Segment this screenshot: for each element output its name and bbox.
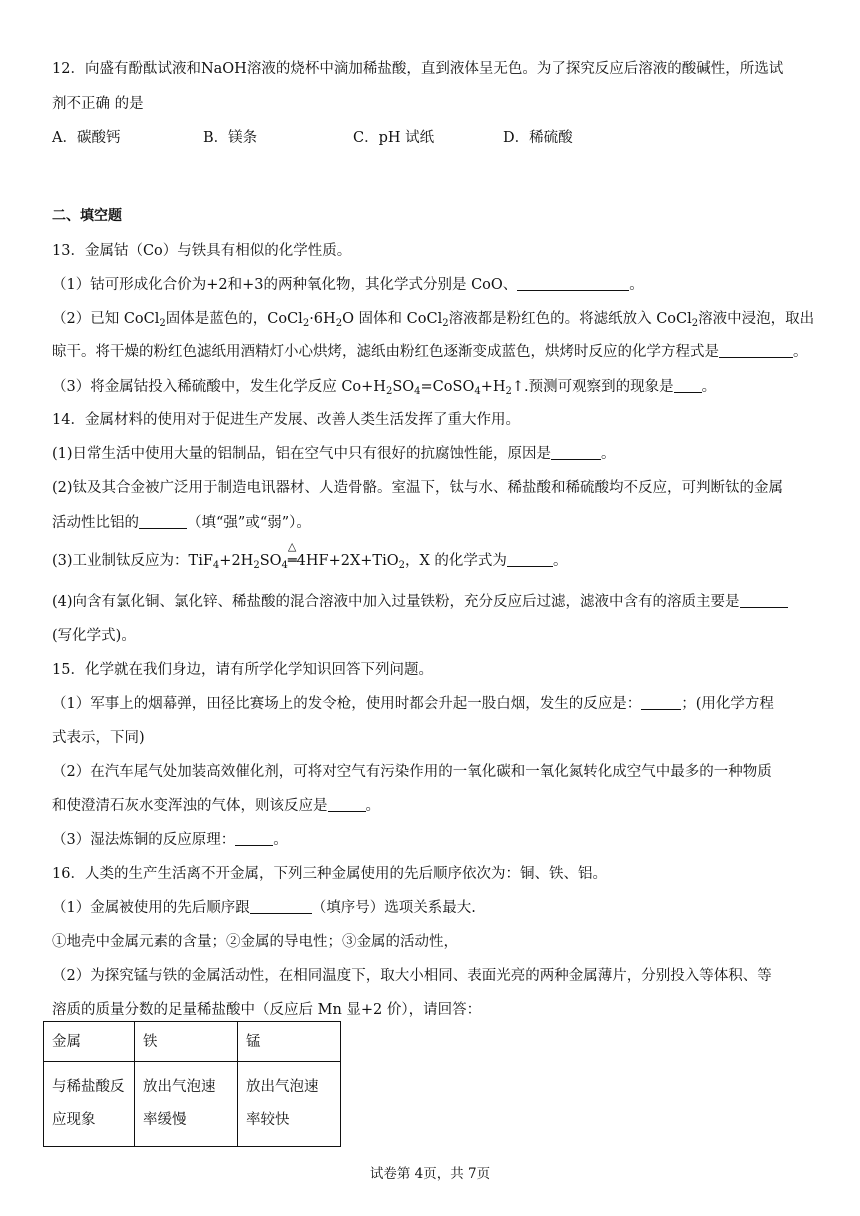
q14-part2-text: 活动性比铝的 [52,515,139,531]
q13-part3-text: SO [392,379,415,395]
q13-part1 [52,275,644,295]
q16-part1-text: （填序号）选项关系最大. [311,900,476,916]
q13-part2-text: 固体是蓝色的，CoCl [165,311,303,327]
q15-part3-end: 。 [273,832,288,848]
q13-part2-blank[interactable] [719,343,793,358]
table-header-cell: 锰 [238,1022,341,1062]
heat-triangle-icon: △ [287,540,297,553]
q14-part2-line2 [52,513,311,533]
q13-part2-line1: （2）已知 CoCl$_2$固体是蓝色的，$CoCl_2\cdot 6H_2O$ 固体和 CoCl$_2$溶液都是粉红色的。将滤纸放入 CoCl$_2$溶液中浸泡，取出 [52,311,815,329]
q13-part1-text: （1）钴可形成化合价为+2和+3的两种氧化物，其化学式分别是 CoO、 [52,277,518,293]
q13-stem: 13．金属钴（Co）与铁具有相似的化学性质。 [52,243,352,259]
q16-part1 [52,898,476,918]
q14-part1-blank[interactable] [551,445,601,460]
q13-part2-text: 溶液中浸泡，取出 [698,311,815,327]
q14-part3-text: 4HF+2X+TiO [296,553,399,569]
q13-part3-text: +H [480,379,506,395]
q12-option-b: B．镁条 [203,130,258,146]
table-cell: 放出气泡速率较快 [238,1062,341,1147]
q13-part3-text: ↑.预测可观察到的现象是 [511,379,674,395]
metal-reaction-table [43,1021,341,1147]
table-header-cell: 铁 [135,1022,238,1062]
q14-part4-text: (4)向含有氯化铜、氯化锌、稀盐酸的混合溶液中加入过量铁粉，充分反应后过滤，滤液中含有的溶质主要是 [52,594,740,610]
q15-part2-end: 。 [365,798,380,814]
q13-part3-text: （3）将金属钴投入稀硫酸中，发生化学反应 Co+H [52,379,386,395]
q15-part1-text: ；(用化学方程 [681,696,774,712]
q14-part3-text: SO [259,553,282,569]
q15-part2-line2 [52,796,380,816]
q15-part2-blank[interactable] [328,797,366,812]
q12-option-a: A．碳酸钙 [52,130,121,146]
q13-part2-text: ·6H [309,311,336,327]
q15-part1-text: （1）军事上的烟幕弹，田径比赛场上的发令枪，使用时都会升起一股白烟，发生的反应是： [52,696,642,712]
q15-part1-line1 [52,694,774,714]
q14-part2-blank[interactable] [139,514,187,529]
table-row [44,1062,341,1147]
q14-part3-blank[interactable] [507,552,553,567]
q16-part2-line2: 溶质的质量分数的足量稀盐酸中（反应后 Mn 显+2 价），请回答： [52,1002,482,1018]
q13-part2-text: 溶液都是粉红色的。将滤纸放入 CoCl [448,311,692,327]
table-cell: 与稀盐酸反应现象 [44,1062,135,1147]
q13-part2-text: 晾干。将干燥的粉红色滤纸用酒精灯小心烘烤，滤纸由粉红色逐渐变成蓝色，烘烤时反应的化学方程式是 [52,344,719,360]
q14-part4-blank[interactable] [740,593,788,608]
q15-part2-line1: （2）在汽车尾气处加装高效催化剂，可将对空气有污染作用的一氧化碳和一氧化氮转化成空气中最多的一种物质 [52,764,772,780]
q15-part3 [52,830,288,850]
q13-part2-text: （2）已知 CoCl [52,311,160,327]
q14-part1-end: 。 [601,446,616,462]
q14-part3: (3)工业制钛反应为：$TiF_4+2H_2SO_4$ △ ═4HF+2X+TiO$_2$，X 的化学式为 。 [52,551,567,571]
q14-part3-text: (3)工业制钛反应为：TiF [52,553,213,569]
q13-part2-text: O 固体和 CoCl [342,311,443,327]
q15-part3-blank[interactable] [235,831,273,846]
q16-part1-text: （1）金属被使用的先后顺序跟 [52,900,250,916]
q14-part3-end: 。 [552,553,568,569]
table-cell: 放出气泡速率缓慢 [135,1062,238,1147]
q16-part1-blank[interactable] [250,899,312,914]
q14-part1-text: (1)日常生活中使用大量的铝制品，铝在空气中只有很好的抗腐蚀性能，原因是 [52,446,552,462]
q12-option-d: D．稀硫酸 [503,130,573,146]
q13-part2-line2 [52,342,808,362]
table-header-row [44,1022,341,1062]
q14-part4-line1 [52,592,788,612]
q14-part1 [52,444,616,464]
page-footer: 试卷第 4页，共 7页 [369,1166,491,1182]
q16-part1-choices: ①地壳中金属元素的含量；②金属的导电性；③金属的活动性， [52,934,458,950]
q13-part1-blank[interactable] [517,276,629,291]
q12-stem-line1: 12．向盛有酚酞试液和NaOH溶液的烧杯中滴加稀盐酸，直到液体呈无色。为了探究反应后溶液的酸碱性，所选试 [52,61,784,77]
section-title: 二、填空题 [52,208,122,224]
q14-part2-line1: (2)钛及其合金被广泛用于制造电讯器材、人造骨骼。室温下，钛与水、稀盐酸和稀硫酸均不反应，可判断钛的金属 [52,480,784,496]
q13-part3-end: 。 [701,379,717,395]
q14-part3-text: ，X 的化学式为 [405,553,507,569]
q13-part3: （3）将金属钴投入稀硫酸中，发生化学反应 $Co+H_2SO_4=CoSO_4+H_2↑$.预测可观察到的现象是 。 [52,379,717,397]
q14-part3-text: +2H [219,553,254,569]
heat-equals-sign: △ ═ [288,551,297,571]
table-header-cell: 金属 [44,1022,135,1062]
q16-stem: 16．人类的生产生活离不开金属，下列三种金属使用的先后顺序依次为：铜、铁、铝。 [52,866,607,882]
q15-part1-line2: 式表示，下同) [52,730,145,746]
q15-stem: 15．化学就在我们身边，请有所学化学知识回答下列问题。 [52,662,433,678]
q13-part3-text: =CoSO [420,379,475,395]
q13-part1-end: 。 [629,277,644,293]
q13-part2-end: 。 [793,344,808,360]
q14-part2-hint: （填“强”或“弱”）。 [187,515,311,531]
q12-stem-line2: 剂不正确 的是 [52,96,144,112]
q15-part2-text: 和使澄清石灰水变浑浊的气体，则该反应是 [52,798,328,814]
q12-option-c: C．pH 试纸 [353,130,435,146]
q14-stem: 14．金属材料的使用对于促进生产发展、改善人类生活发挥了重大作用。 [52,412,520,428]
q14-part4-line2: (写化学式)。 [52,628,136,644]
q16-part2-line1: （2）为探究锰与铁的金属活动性，在相同温度下，取大小相同、表面光亮的两种金属薄片，分别投入等体积、等 [52,968,772,984]
q15-part1-blank[interactable] [641,695,681,710]
q13-part3-blank[interactable] [674,378,702,393]
q15-part3-text: （3）湿法炼铜的反应原理： [52,832,236,848]
